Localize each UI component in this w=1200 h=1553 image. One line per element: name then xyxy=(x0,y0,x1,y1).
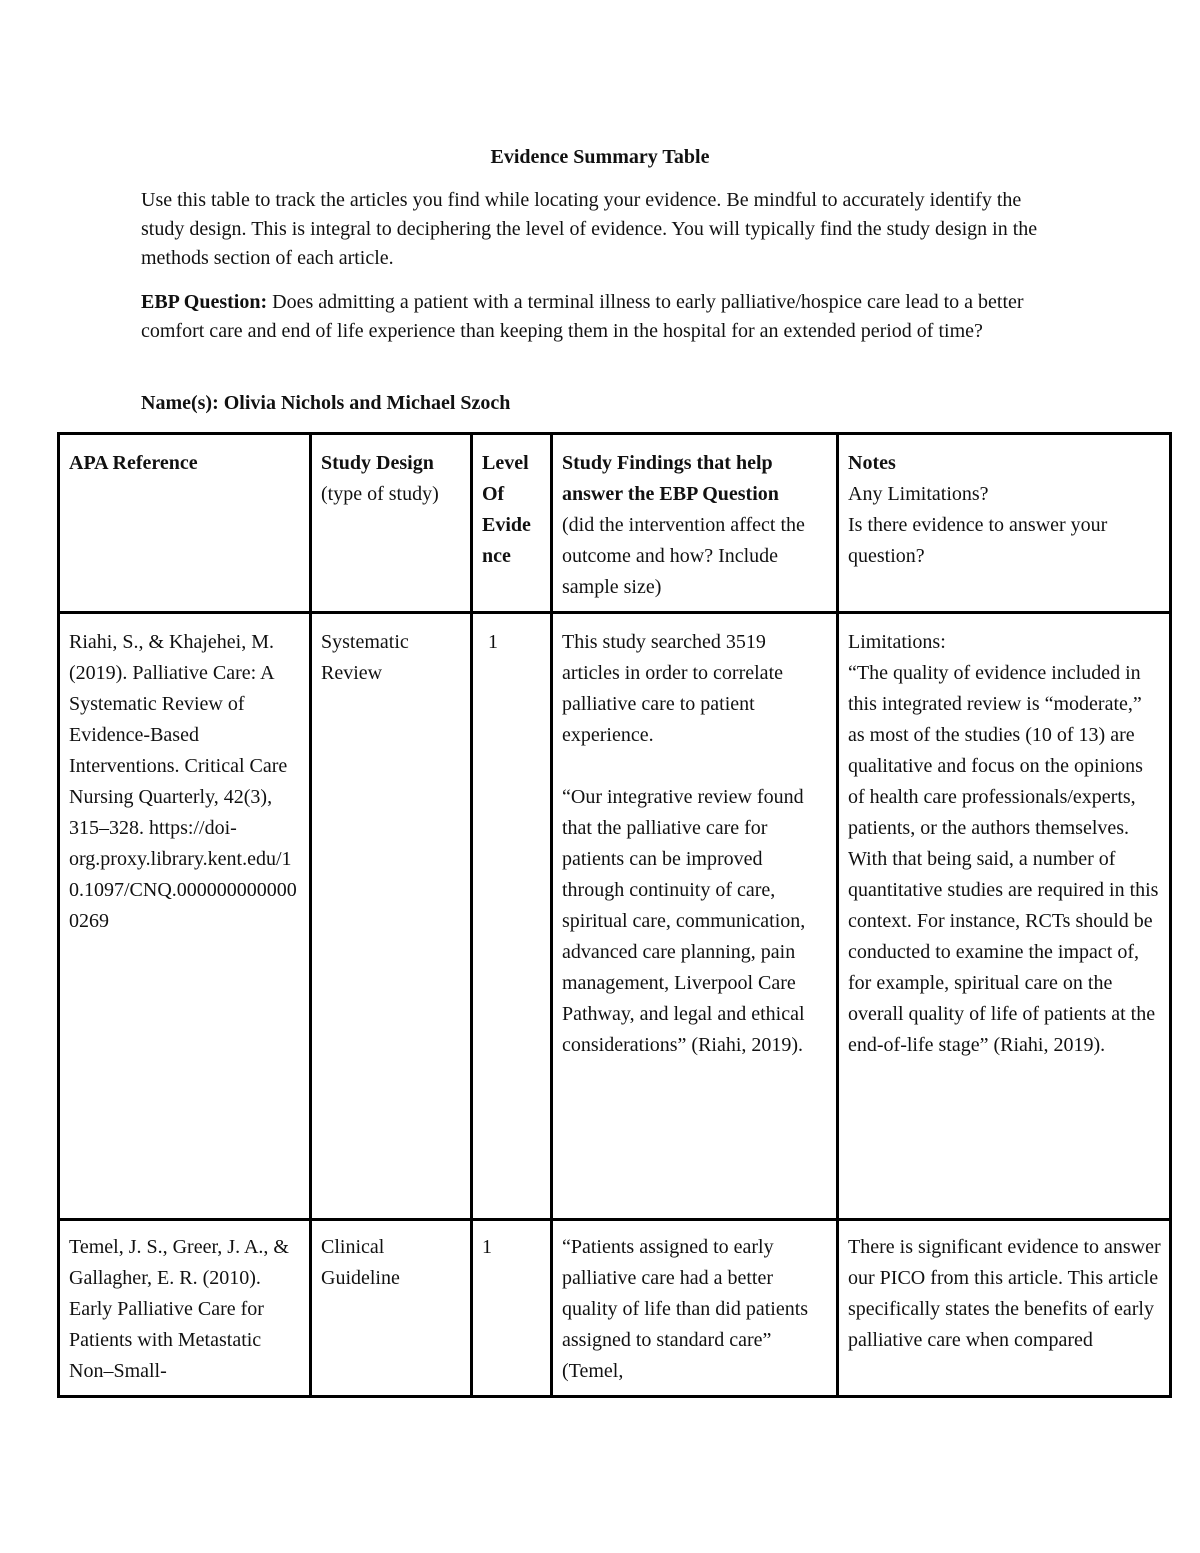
cell-notes xyxy=(838,613,1171,1220)
document-title: Evidence Summary Table xyxy=(490,146,710,168)
notes-limitations-label: Limitations: xyxy=(848,631,946,653)
paragraph-spacer xyxy=(562,751,828,782)
header-level-of-evidence: Level Of Evide nce xyxy=(472,434,552,613)
author-names: Name(s): Olivia Nichols and Michael Szoch xyxy=(141,392,511,414)
findings-paragraph: This study searched 3519 articles in order to correlate palliative care to patient experience. xyxy=(562,631,783,746)
findings-quote: “Our integrative review found that the palliative care for patients can be improved through continuity of care, spiritual care, communication, advanced care planning, pain management, Liverpool Care Pathway, and legal and ethical considerations” (Riahi, 2019). xyxy=(562,786,806,1056)
table-row xyxy=(59,613,1171,1220)
cell-study-findings xyxy=(552,613,838,1220)
header-study-design: Study Design (type of study) xyxy=(311,434,472,613)
table-header-row xyxy=(59,434,1171,613)
cell-study-design: Systematic Review xyxy=(311,613,472,1220)
header-notes: Notes Any Limitations? Is there evidence to answer your question? xyxy=(838,434,1171,613)
cell-study-findings: “Patients assigned to early palliative care had a better quality of life than did patients assigned to standard care” (Temel, xyxy=(552,1220,838,1397)
cell-study-design: Clinical Guideline xyxy=(311,1220,472,1397)
header-study-findings: Study Findings that help answer the EBP Question (did the intervention affect the outcome and how? Include sample size) xyxy=(552,434,838,613)
evidence-summary-table xyxy=(57,432,1172,1398)
ebp-question-paragraph xyxy=(141,288,1061,346)
intro-paragraph: Use this table to track the articles you find while locating your evidence. Be mindful to accurately identify the study design. This is integral to deciphering the level of evidence. You will typically find the study design in the methods section of each article. xyxy=(141,189,1038,269)
ebp-question-label: EBP Question: xyxy=(141,291,268,313)
cell-apa-reference: Riahi, S., & Khajehei, M. (2019). Palliative Care: A Systematic Review of Evidence-Based Interventions. Critical Care Nursing Quarterly, 42(3), 315–328. https://doi-org.proxy.library.kent.edu/10.1097/CNQ.0000000000000269 xyxy=(59,613,311,1220)
cell-level-of-evidence: 1 xyxy=(472,1220,552,1397)
header-apa-reference: APA Reference xyxy=(59,434,311,613)
notes-limitations-text: “The quality of evidence included in this integrated review is “moderate,” as most of the studies (10 of 13) are qualitative and focus on the opinions of health care professionals/experts, patients, or the authors themselves. With that being said, a number of quantitative studies are required in this context. For instance, RCTs should be conducted to examine the impact of, for example, spiritual care on the overall quality of life of patients at the end-of-life stage” (Riahi, 2019). xyxy=(848,662,1159,1056)
cell-level-of-evidence: 1 xyxy=(472,613,552,1220)
cell-notes: There is significant evidence to answer our PICO from this article. This article specifically states the benefits of early palliative care when compared xyxy=(838,1220,1171,1397)
cell-apa-reference: Temel, J. S., Greer, J. A., & Gallagher, E. R. (2010). Early Palliative Care for Patients with Metastatic Non–Small- xyxy=(59,1220,311,1397)
ebp-question-text: Does admitting a patient with a terminal illness to early palliative/hospice care lead to a better comfort care and end of life experience than keeping them in the hospital for an extended period of time? xyxy=(141,291,1024,342)
table-row xyxy=(59,1220,1171,1397)
